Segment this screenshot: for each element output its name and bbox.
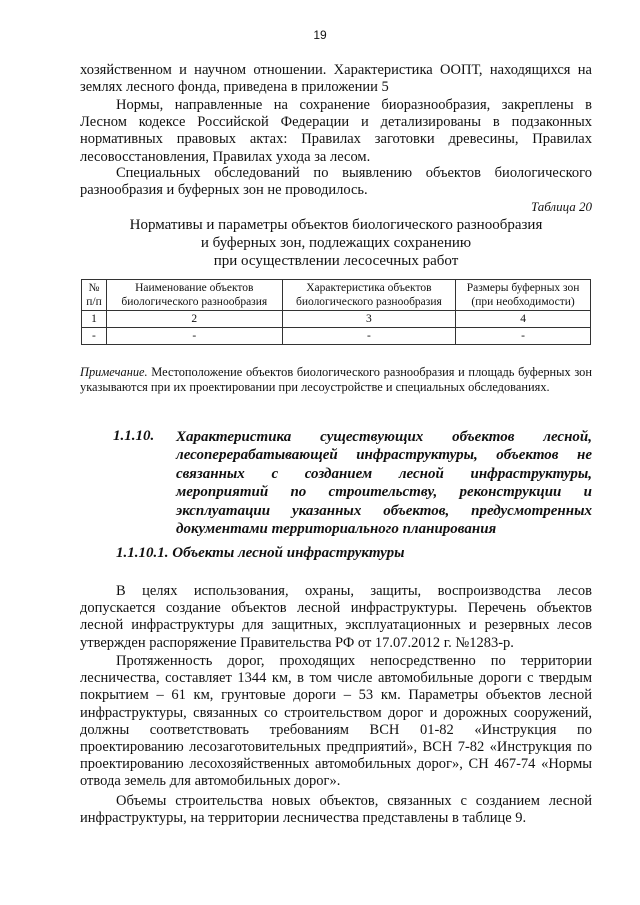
table-caption-line: и буферных зон, подлежащих сохранению xyxy=(200,235,472,251)
paragraph-oopt: хозяйственном и научном отношении. Характеристика ООПТ, находящихся на землях лесного фонда, приведена в приложении 5 xyxy=(80,62,592,96)
table-note xyxy=(80,365,592,395)
header-cell-buffer-size xyxy=(456,280,591,311)
table-cell: - xyxy=(106,328,282,345)
header-text: биологического разнообразия xyxy=(295,296,442,308)
table-row xyxy=(82,328,591,345)
header-text: Характеристика объектов xyxy=(306,282,432,294)
paragraph-infrastructure: В целях использования, охраны, защиты, воспроизводства лесов допускается создание объектов лесной инфраструктуры. Перечень объектов лесной инфраструктуры для защитных, эксплуатационных и резервных лесов утвержден распоряжение Правительства РФ от 17.07.2012 г. №1283-р. xyxy=(80,583,592,651)
header-text: п/п xyxy=(86,296,102,308)
header-text: Размеры буферных зон xyxy=(466,282,580,294)
table-cell: 4 xyxy=(456,311,591,328)
table-numbering-row xyxy=(82,311,591,328)
note-text: Местоположение объектов биологического разнообразия и площадь буферных зон указываются при их проектировании при лесоустройстве и специальных обследованиях. xyxy=(80,365,592,395)
header-text: (при необходимости) xyxy=(471,296,575,308)
header-text: Наименование объектов xyxy=(135,282,254,294)
header-cell-number xyxy=(82,280,107,311)
paragraph-roads: Протяженность дорог, проходящих непосредственно по территории лесничества, составляет 1344 км, в том числе автомобильные дороги с твердым покрытием – 61 км, грунтовые дороги – 53 км. Параметры объектов лесной инфраструктуры, связанных со строительством дорог и дорожных сооружений, должны соответствовать требованиям ВСН 01-82 «Инструкция по проектированию лесозаготовительных предприятий», ВСН 7-82 «Инструкция по проектированию лесохозяйственных автомобильных дорог», СН 467-74 «Нормы отвода земель для автомобильных дорог». xyxy=(80,653,592,790)
section-title: Характеристика существующих объектов лесной, лесоперерабатывающей инфраструктуры, объектов не связанных с созданием лесной инфраструктуры, мероприятий по строительству, реконструкции и эксплуатации указанных объектов, предусмотренных документами территориального планирования xyxy=(176,429,592,538)
section-number: 1.1.10. xyxy=(113,428,155,444)
table-label: Таблица 20 xyxy=(530,199,592,214)
table-cell: - xyxy=(456,328,591,345)
header-text: № xyxy=(88,282,100,294)
biodiversity-norms-table xyxy=(81,279,591,345)
header-cell-object-characteristic xyxy=(282,280,456,311)
table-caption xyxy=(80,216,592,270)
header-text: биологического разнообразия xyxy=(121,296,268,308)
table-caption-line: Нормативы и параметры объектов биологического разнообразия xyxy=(129,217,543,233)
page-number: 19 xyxy=(313,28,327,42)
table-cell: - xyxy=(82,328,107,345)
table-cell: 1 xyxy=(82,311,107,328)
table-header-row xyxy=(82,280,591,311)
table-cell: - xyxy=(282,328,456,345)
header-cell-object-name xyxy=(106,280,282,311)
paragraph-surveys: Специальных обследований по выявлению объектов биологического разнообразия и буферных зон не проводилось. xyxy=(80,165,592,199)
note-label: Примечание. xyxy=(80,365,148,379)
subsection-title: 1.1.10.1. Объекты лесной инфраструктуры xyxy=(116,545,405,561)
table-caption-line: при осуществлении лесосечных работ xyxy=(213,253,459,269)
table-cell: 3 xyxy=(282,311,456,328)
paragraph-biodiversity-norms: Нормы, направленные на сохранение биоразнообразия, закреплены в Лесном кодексе Российской Федерации и детализированы в подзаконных нормативных правовых актах: Правилах заготовки древесины, Правилах лесовосстановления, Правилах ухода за лесом. xyxy=(80,97,592,165)
table-cell: 2 xyxy=(106,311,282,328)
paragraph-construction-volumes: Объемы строительства новых объектов, связанных с созданием лесной инфраструктуры, на территории лесничества представлены в таблице 9. xyxy=(80,793,592,827)
